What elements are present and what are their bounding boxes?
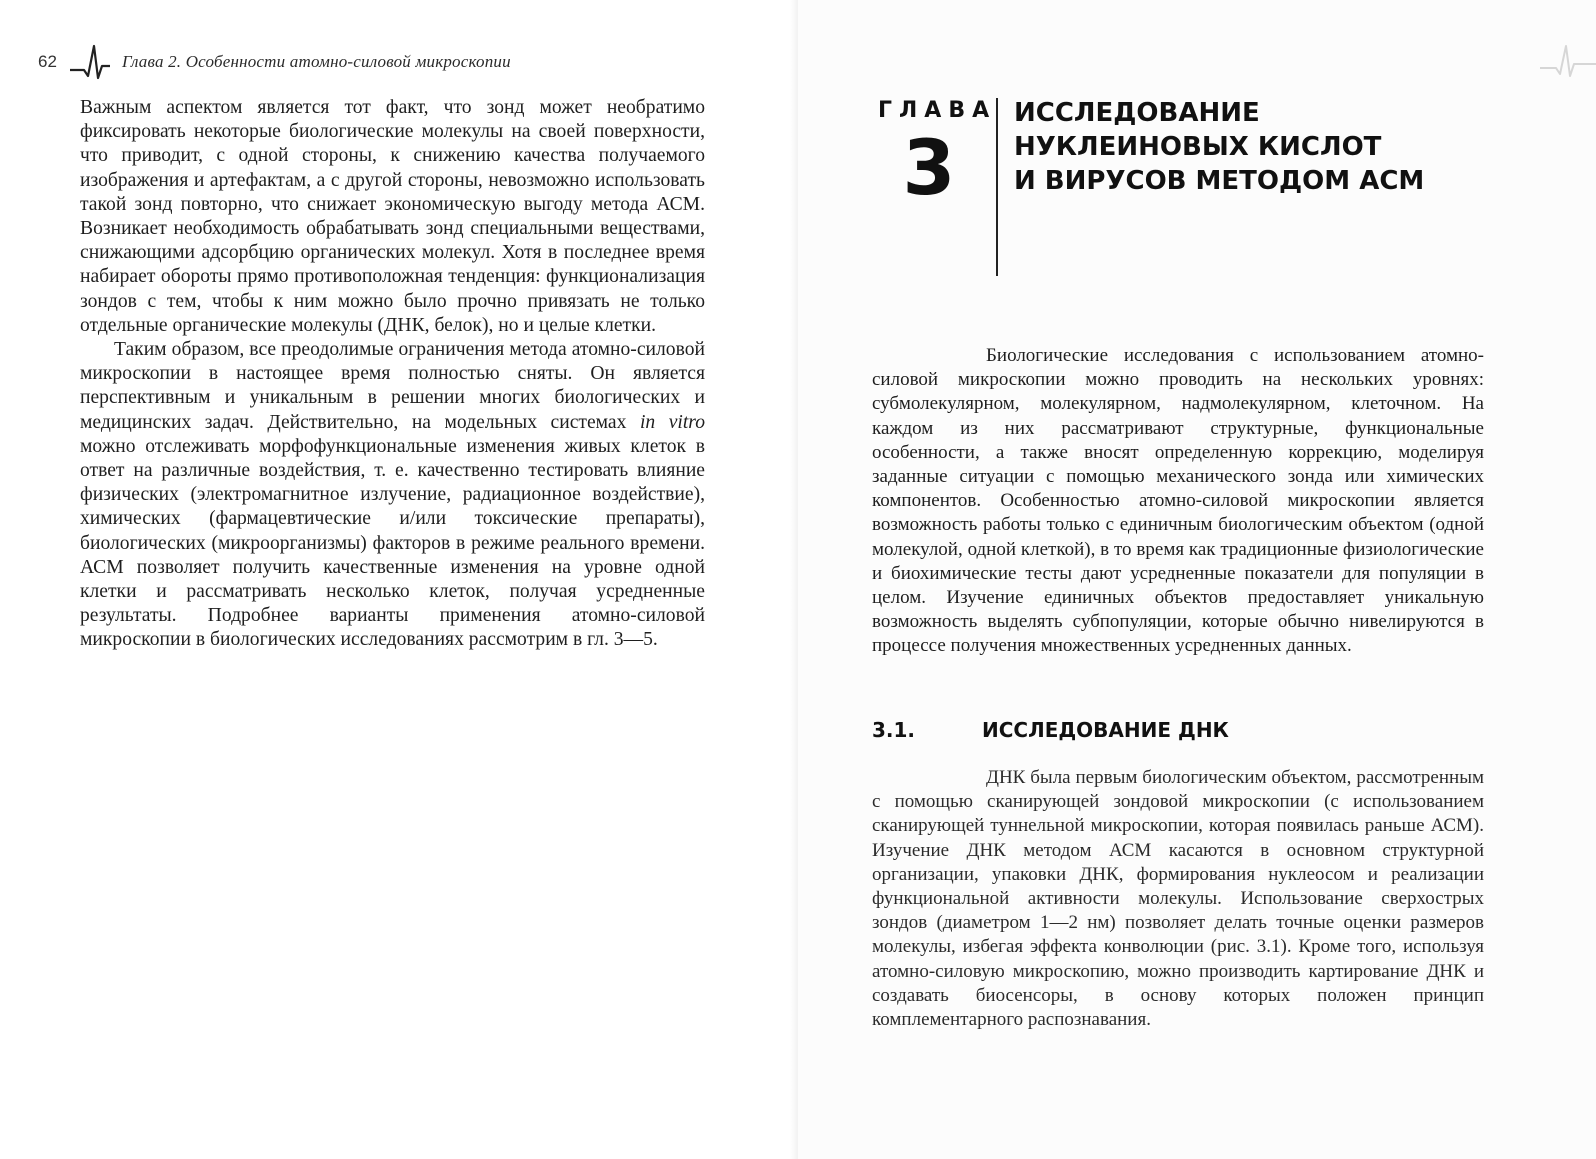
running-title: Глава 2. Особенности атомно-силовой микроскопии — [122, 52, 511, 71]
left-paragraph-2-end: можно отслеживать морфофункциональные изменения живых клеток в ответ на различные воздействия, т. е. качественно тестировать влияние физических (электромагнитное излучение, радиационное воздействие), химических (фармацевтические и/или токсические препараты), биологических (микроорганизмы) факторов в режиме реального времени. АСМ позволяет получить качественные изменения на уровне одной клетки и рассматривать несколько клеток, получая усредненные результаты. Подробнее варианты применения атомно-силовой микроскопии в биологических исследованиях рассмотрим в гл. 3—5. — [80, 435, 705, 651]
section-paragraph: ДНК была первым биологическим объектом, рассмотренным с помощью сканирующей зондовой микроскопии (с использованием сканирующей туннельной микроскопии, которая появилась раньше АСМ). Изучение ДНК методом АСМ касаются в основном структурной организации, упаковки ДНК, формирования нуклеосом и реализации функциональной активности молекулы. Использование сверхострых зондов (диаметром 1—2 нм) позволяет делать точные оценки размеров молекулы, избегая эффекта конволюции (рис. 3.1). Кроме того, используя атомно-силовую микроскопию, можно производить картирование ДНК и создавать биосенсоры, в основу которых положен принцип комплементарного распознавания. — [872, 767, 1484, 1031]
intro-paragraph: Биологические исследования с использованием атомно-силовой микроскопии можно проводить на нескольких уровнях: субмолекулярном, молекулярном, надмолекулярном, клеточном. На каждом из них рассматривают структурные, функциональные особенности, а также вносят определенную коррекцию, моделируя заданные ситуации с помощью механического зонда или химических компонентов. Особенностью атомно-силовой микроскопии является возможность работы только с единичным биологическим объектом (одной молекулой, одной клеткой), в то время как традиционные физиологические и биохимические тесты дают усредненные показатели для популяции в целом. Изучение единичных объектов предоставляет уникальную возможность выделять субпопуляции, которые обычно нивелируются в процессе получения множественных усредненных данных. — [872, 345, 1484, 657]
running-head — [38, 44, 511, 80]
chapter-label: ГЛАВА — [878, 98, 997, 123]
chapter-title-line: НУКЛЕИНОВЫХ КИСЛОТ — [1014, 132, 1382, 162]
left-paragraph-2-start: Таким образом, все преодолимые ограничения метода атомно-силовой микроскопии в настоящее время полностью сняты. Он является перспективным и уникальным в решении многих биологических и медицинских задач. Действительно, на модельных системах — [80, 339, 705, 433]
left-paragraph-2 — [80, 338, 705, 653]
pulse-icon — [1540, 40, 1596, 80]
chapter-divider — [996, 98, 998, 276]
section-heading — [872, 718, 1484, 742]
section-title: ИССЛЕДОВАНИЕ ДНК — [982, 718, 1229, 742]
chapter-title-line: И ВИРУСОВ МЕТОДОМ АСМ — [1014, 166, 1425, 196]
left-paragraph-1: Важным аспектом является тот факт, что зонд может необратимо фиксировать некоторые биологические молекулы на своей поверхности, что приводит, с одной стороны, к снижению качества получаемого изображения и артефактам, а с другой стороны, невозможно использовать такой зонд повторно, что снижает экономическую выгоду метода АСМ. Возникает необходимость обрабатывать зонд специальными веществами, снижающими адсорбцию органических молекул. Хотя в последнее время набирает обороты прямо противоположная тенденция: функционализация зондов с тем, чтобы к ним можно было прочно привязать не только отдельные органические молекулы (ДНК, белок), но и целые клетки. — [80, 97, 705, 336]
chapter-title — [1014, 96, 1454, 198]
page-number: 62 — [38, 52, 57, 71]
chapter-title-line: ИССЛЕДОВАНИЕ — [1014, 98, 1260, 128]
in-vitro-term: in vitro — [639, 411, 705, 433]
chapter-number: 3 — [902, 123, 956, 212]
section-number: 3.1. — [872, 718, 916, 742]
pulse-icon — [70, 44, 110, 80]
left-body-text — [80, 96, 705, 653]
